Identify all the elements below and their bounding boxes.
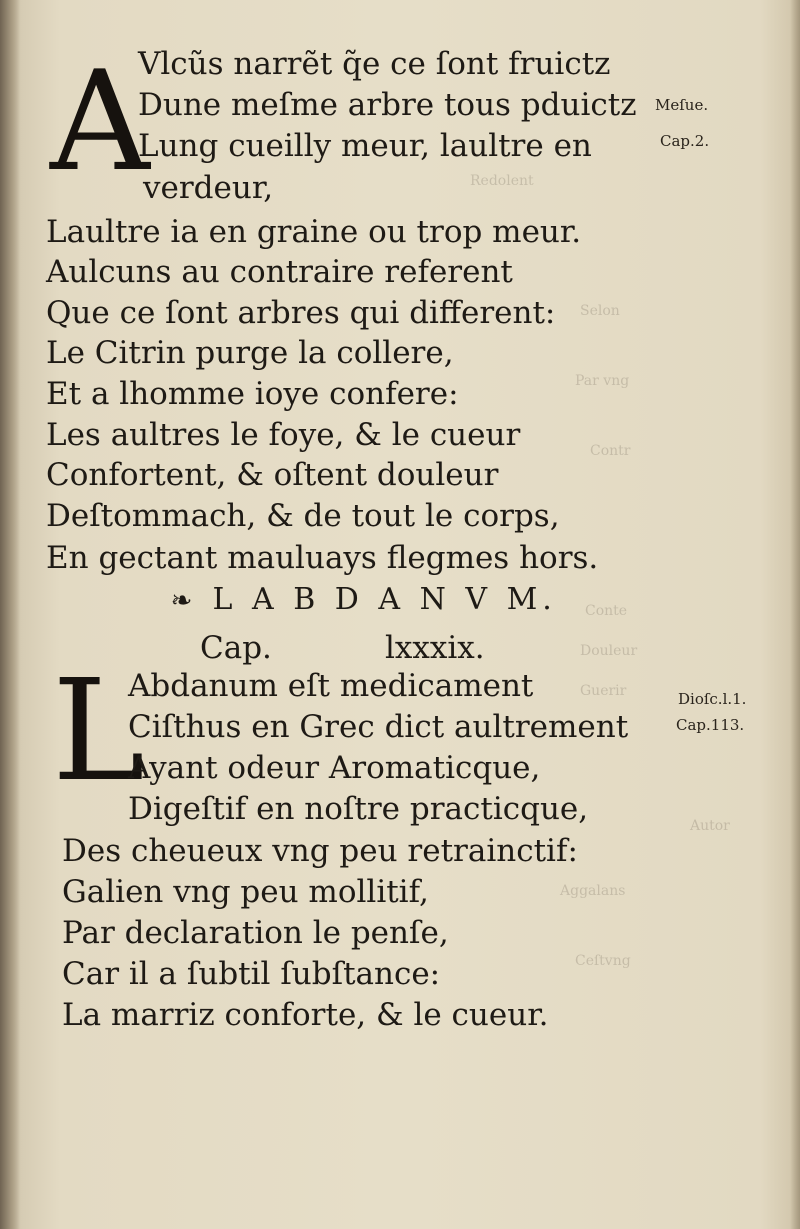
drop-cap-l: L: [52, 650, 145, 813]
margin-note-cap-113: Cap.113.: [676, 716, 745, 734]
verse2-line-4: Digeſtif en noſtre practicque,: [128, 791, 589, 827]
chapter-heading: [170, 582, 557, 619]
verse2-line-8: Car il a ſubtil ſubſtance:: [62, 956, 441, 992]
verse-line-6: Aulcuns au contraire referent: [46, 254, 513, 290]
verse-line-11: Confortent, & oſtent douleur: [46, 457, 499, 493]
verse-line-10: Les aultres le foye, & le cueur: [46, 417, 521, 453]
verse-line-3: Lung cueilly meur, laultre en: [138, 128, 592, 164]
chapter-title: L A B D A N V M.: [212, 582, 557, 617]
verse-line-13: En gectant mauluays flegmes hors.: [46, 540, 599, 576]
chapter-label: Cap.: [200, 630, 272, 666]
verse2-line-2: Ciſthus en Grec dict aultrement: [128, 709, 629, 745]
chapter-number: lxxxix.: [385, 630, 485, 666]
margin-note-mesue: Meſue.: [655, 96, 709, 114]
verse-line-2: Dune meſme arbre tous pduictz: [138, 87, 637, 123]
margin-note-dioscorides: Dioſc.l.1.: [678, 690, 747, 708]
drop-cap-a: A: [50, 41, 150, 202]
verse-line-1: Vlcũs narrẽt q̃e ce ſont fruictz: [138, 46, 611, 82]
margin-note-cap-2: Cap.2.: [660, 132, 710, 150]
verse-line-7: Que ce ſont arbres qui different:: [46, 295, 556, 331]
verse-line-4: verdeur,: [143, 170, 274, 206]
verse2-line-5: Des cheueux vng peu retrainctif:: [62, 833, 578, 869]
verse-line-5: Laultre ia en graine ou trop meur.: [46, 214, 582, 250]
verse-line-12: Deſtommach, & de tout le corps,: [46, 498, 560, 534]
fleuron-ornament: ❧: [170, 586, 198, 616]
verse2-line-7: Par declaration le penſe,: [62, 915, 449, 951]
verse2-line-9: La marriz conforte, & le cueur.: [62, 997, 549, 1033]
verse2-line-1: Abdanum eſt medicament: [128, 668, 534, 704]
verse2-line-6: Galien vng peu mollitif,: [62, 874, 429, 910]
verse2-line-3: Ayant odeur Aromaticque,: [128, 750, 541, 786]
book-page: Redolent Selon Par vng Contr Conte Douleur Guerir Autor Aggalans Ceſtvng A Vlcũs narrẽt q̃e ce ſont fruictz Dune meſme arbre tous pduictz Lung cueilly meur, laultre en verdeur, Laultre ia en graine ou trop meur. Aulcuns au contraire referent Que ce ſont arbres qui different: Le Citrin purge la collere, Et a lhomme ioye confere: Les aultres le foye, & le cueur Confortent, & oſtent douleur Deſtommach, & de tout le corps, En gectant mauluays flegmes hors. ❧ L A B D A N V M. Cap. lxxxix. L Abdanum eſt medicament Ciſthus en Grec dict aultrement Ayant odeur Aromaticque, Digeſtif en noſtre practicque, Des cheueux vng peu retrainctif: Galien vng peu mollitif, Par declaration le penſe, Car il a ſubtil ſubſtance: La marriz conforte, & le cueur. Meſue. Cap.2. Dioſc.l.1. Cap.113.: [0, 0, 800, 1229]
verse-line-8: Le Citrin purge la collere,: [46, 335, 454, 371]
verse-line-9: Et a lhomme ioye confere:: [46, 376, 459, 412]
